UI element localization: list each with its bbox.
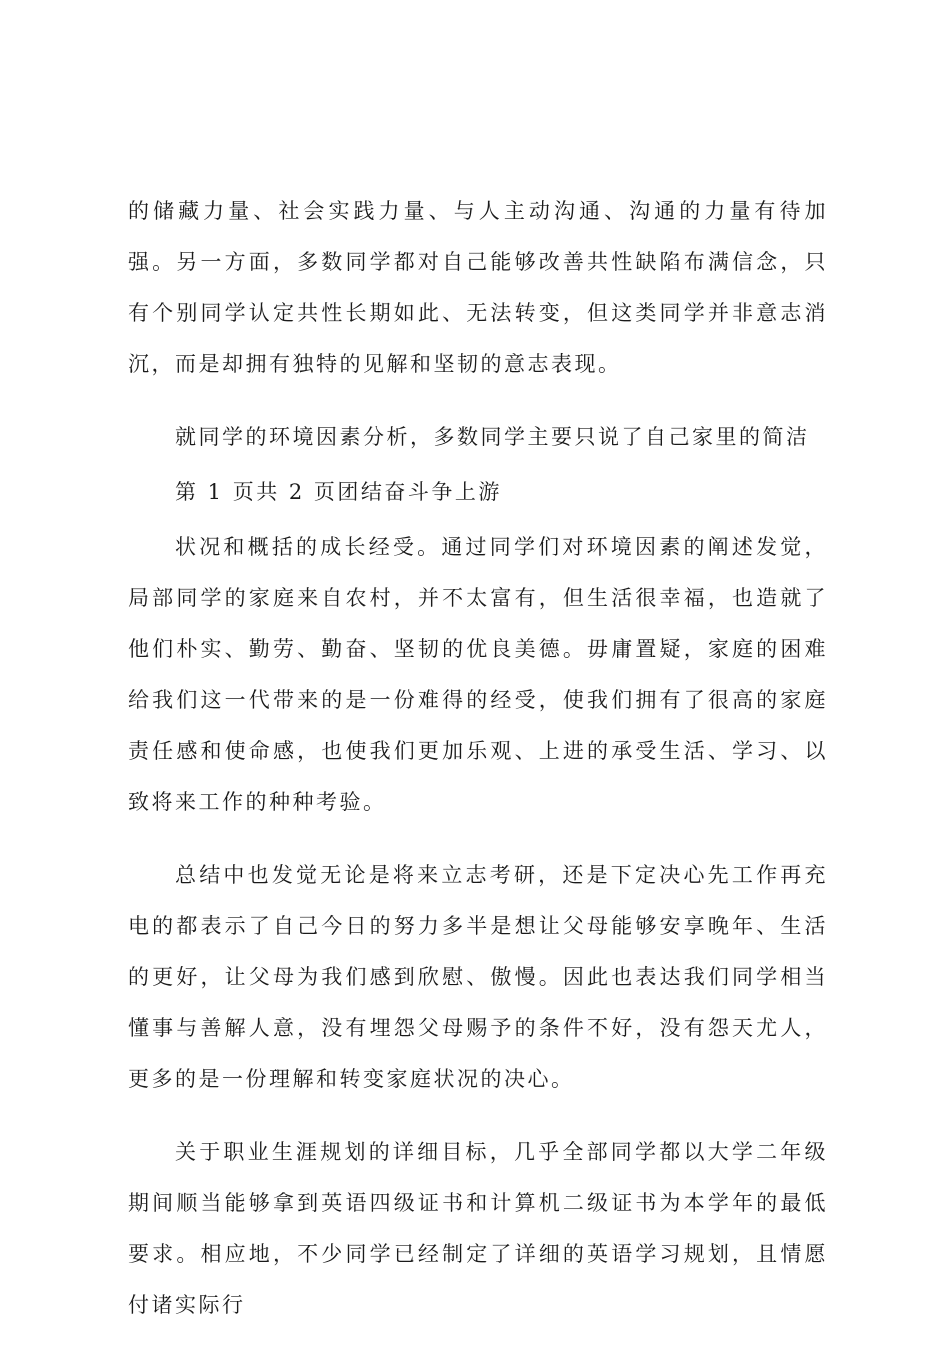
document-body [128, 186, 828, 1353]
paragraph-family-background: 状况和概括的成长经受。通过同学们对环境因素的阐述发觉，局部同学的家庭来自农村，并不太富有，但生活很幸福，也造就了他们朴实、勤劳、勤奋、坚韧的优良美德。毋庸置疑，家庭的困难给我们这一代带来的是一份难得的经受，使我们拥有了很高的家庭责任感和使命感，也使我们更加乐观、上进的承受生活、学习、以致将来工作的种种考验。 [128, 535, 828, 814]
paragraph-career-goals: 关于职业生涯规划的详细目标，几乎全部同学都以大学二年级期间顺当能够拿到英语四级证书和计算机二级证书为本学年的最低要求。相应地，不少同学已经制定了详细的英语学习规划，且情愿付诸实际行 [128, 1140, 828, 1317]
page-footer-line: 第 1 页共 2 页团结奋斗争上游 [175, 480, 502, 504]
paragraph-environment-intro: 就同学的环境因素分析，多数同学主要只说了自己家里的简洁 [175, 425, 810, 449]
paragraph-summary-parents: 总结中也发觉无论是将来立志考研，还是下定决心先工作再充电的都表示了自己今日的努力多半是想让父母能够安享晚年、生活的更好，让父母为我们感到欣慰、傲慢。因此也表达我们同学相当懂事与善解人意，没有埋怨父母赐予的条件不好，没有怨天尤人，更多的是一份理解和转变家庭状况的决心。 [128, 863, 828, 1091]
paragraph-continued: 的储藏力量、社会实践力量、与人主动沟通、沟通的力量有待加强。另一方面，多数同学都对自己能够改善共性缺陷布满信念，只有个别同学认定共性长期如此、无法转变，但这类同学并非意志消沉，而是却拥有独特的见解和坚韧的意志表现。 [128, 199, 828, 376]
